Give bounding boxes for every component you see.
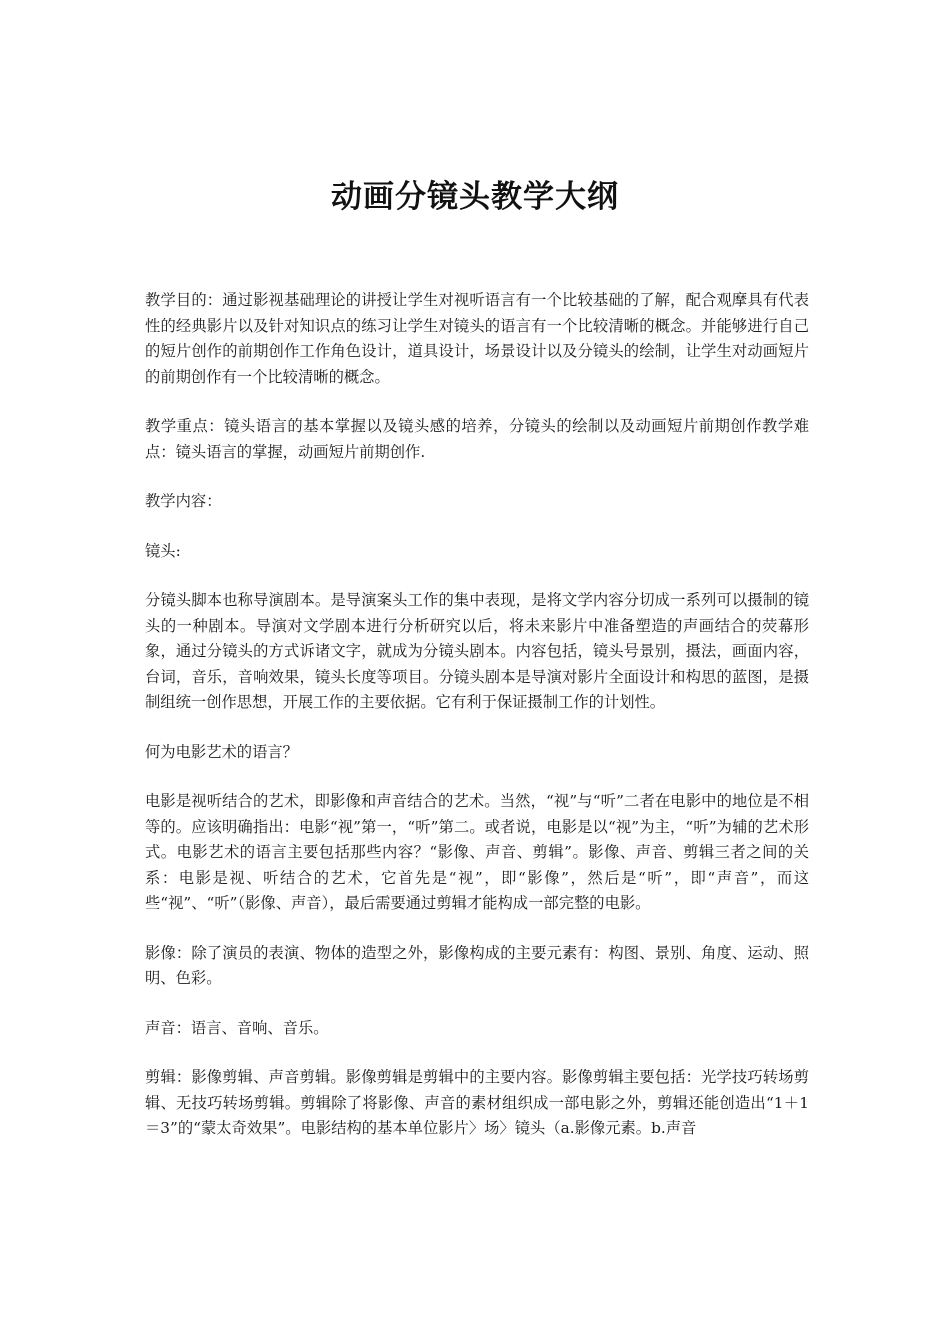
document-body <box>145 288 809 1166</box>
paragraph-film-language-question: 何为电影艺术的语言？ <box>145 742 298 761</box>
paragraph-teaching-content-heading: 教学内容： <box>145 492 222 510</box>
paragraph-image: 影像：除了演员的表演、物体的造型之外，影像构成的主要元素有：构图、景别、角度、运动、照明、色彩。 <box>145 943 809 987</box>
paragraph-storyboard-script: 分镜头脚本也称导演剧本。是导演案头工作的集中表现，是将文学内容分切成一系列可以摄制的镜头的一种剧本。导演对文学剧本进行分析研究以后，将未来影片中准备塑造的声画结合的荧幕形象，通过分镜头的方式诉诸文字，就成为分镜头剧本。内容包括，镜头号景别，摄法，画面内容，台词，音乐，音响效果，镜头长度等项目。分镜头剧本是导演对影片全面设计和构思的蓝图，是摄制组统一创作思想，开展工作的主要依据。它有利于保证摄制工作的计划性。 <box>145 591 809 711</box>
paragraph-shot-heading: 镜头: <box>145 541 181 560</box>
paragraph-teaching-goal: 教学目的：通过影视基础理论的讲授让学生对视听语言有一个比较基础的了解，配合观摩具有代表性的经典影片以及针对知识点的练习让学生对镜头的语言有一个比较清晰的概念。并能够进行自己的短片创作的前期创作工作角色设计，道具设计，场景设计以及分镜头的绘制，让学生对动画短片的前期创作有一个比较清晰的概念。 <box>145 291 809 386</box>
paragraph-sound: 声音：语言、音响、音乐。 <box>145 1018 329 1037</box>
paragraph-film-audiovisual: 电影是视听结合的艺术，即影像和声音结合的艺术。当然，“视”与“听”二者在电影中的地位是不相等的。应该明确指出：电影“视”第一，“听”第二。或者说，电影是以“视”为主，“听”为辅的艺术形式。电影艺术的语言主要包括那些内容？“影像、声音、剪辑”。影像、声音、剪辑三者之间的关系：电影是视、听结合的艺术，它首先是“视”，即“影像”，然后是“听”，即“声音”，而这些“视”、“听”（影像、声音），最后需要通过剪辑才能构成一部完整的电影。 <box>145 792 809 912</box>
paragraph-teaching-focus: 教学重点：镜头语言的基本掌握以及镜头感的培养，分镜头的绘制以及动画短片前期创作教学难点：镜头语言的掌握，动画短片前期创作. <box>145 417 809 461</box>
document-title: 动画分镜头教学大纲 <box>331 178 619 215</box>
paragraph-editing: 剪辑：影像剪辑、声音剪辑。影像剪辑是剪辑中的主要内容。影像剪辑主要包括：光学技巧转场剪辑、无技巧转场剪辑。剪辑除了将影像、声音的素材组织成一部电影之外，剪辑还能创造出“1＋1＝3”的“蒙太奇效果”。电影结构的基本单位影片〉场〉镜头（a.影像元素。b.声音 <box>145 1068 809 1137</box>
